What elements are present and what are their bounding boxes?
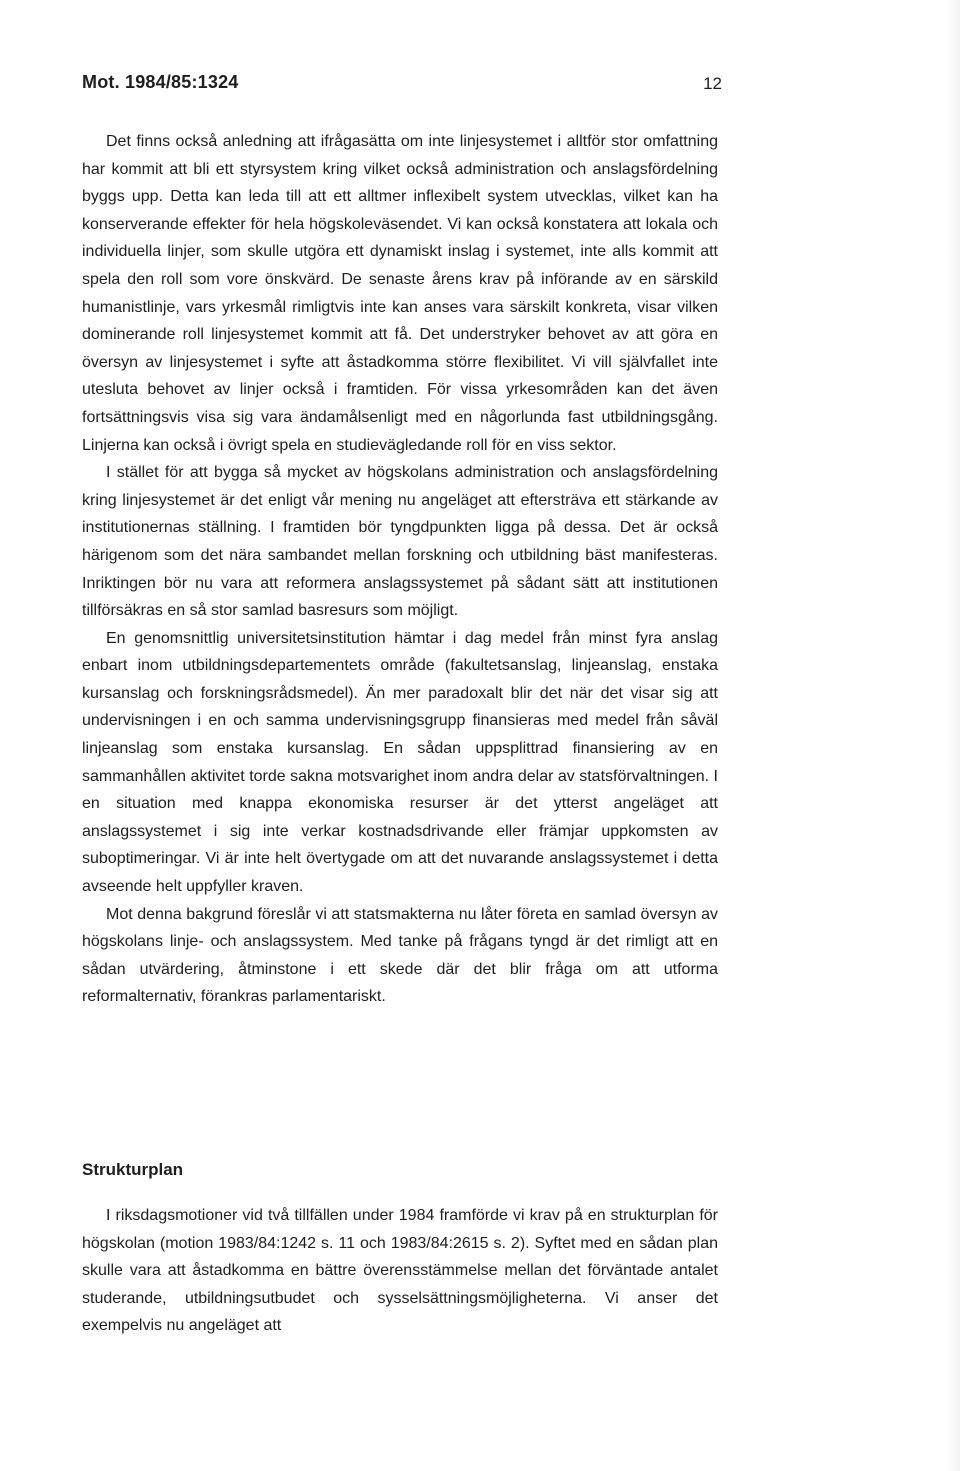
section-heading: Strukturplan xyxy=(82,1160,184,1179)
paragraph: Det finns också anledning att ifrågasätta om inte linjesystemet i alltför stor omfattning har kommit att bli ett styrsystem kring vilket också administration och anslagsfördelning byggs upp. Detta kan leda till att ett alltmer inflexibelt system utvecklas, vilket kan ha konserverande effekter för hela högskoleväsendet. Vi kan också konstatera att lokala och individuella linjer, som skulle utgöra ett dynamiskt inslag i systemet, inte alls kommit att spela den roll som vore önskvärd. De senaste årens krav på införande av en särskild humanistlinje, vars yrkesmål rimligtvis inte kan anses vara särskilt konkreta, visar vilken dominerande roll linjesystemet kommit att få. Det understryker behovet av att göra en översyn av linjesystemet i syfte att åstadkomma större flexibilitet. Vi vill självfallet inte utesluta behovet av linjer också i framtiden. För vissa yrkesområden kan det även fortsättningsvis visa sig vara ändamålsenligt med en någorlunda fast utbildningsgång. Linjerna kan också i övrigt spela en studievägledande roll för en viss sektor. xyxy=(82,133,718,454)
section-body xyxy=(82,1202,718,1340)
scan-edge xyxy=(946,0,960,1471)
body-text xyxy=(82,128,718,1011)
page-header xyxy=(82,72,722,100)
page-number: 12 xyxy=(703,74,722,93)
paragraph: I riksdagsmotioner vid två tillfällen under 1984 framförde vi krav på en strukturplan för högskolan (motion 1983/84:1242 s. 11 och 1983/84:2615 s. 2). Syftet med en sådan plan skulle vara att åstadkomma en bättre överensstämmelse mellan det förväntade antalet studerande, utbildningsutbudet och sysselsättningsmöjligheterna. Vi anser det exempelvis nu angeläget att xyxy=(82,1207,718,1335)
motion-reference: Mot. 1984/85:1324 xyxy=(82,72,239,92)
paragraph: En genomsnittlig universitetsinstitution hämtar i dag medel från minst fyra anslag enbart inom utbildningsdepartementets område (fakultetsanslag, linjeanslag, enstaka kursanslag och forskningsrådsmedel). Än mer paradoxalt blir det när det visar sig att undervisningen i en och samma undervisningsgrupp finansieras med medel från såväl linjeanslag som enstaka kursanslag. En sådan uppsplittrad finansiering av en sammanhållen aktivitet torde sakna motsvarighet inom andra delar av statsförvaltningen. I en situation med knappa ekonomiska resurser är det ytterst angeläget att anslagssystemet i sig inte verkar kostnadsdrivande eller främjar uppkomsten av suboptimeringar. Vi är inte helt övertygade om att det nuvarande anslagssystemet i detta avseende helt uppfyller kraven. xyxy=(82,629,718,896)
paragraph: Mot denna bakgrund föreslår vi att statsmakterna nu låter företa en samlad översyn av högskolans linje- och anslagssystem. Med tanke på frågans tyngd är det rimligt att en sådan utvärdering, åtminstone i ett skede där det blir fråga om att utforma reformalternativ, förankras parlamentariskt. xyxy=(82,905,718,1006)
paragraph: I stället för att bygga så mycket av högskolans administration och anslagsfördelning kring linjesystemet är det enligt vår mening nu angeläget att eftersträva ett stärkande av institutionernas ställning. I framtiden bör tyngdpunkten ligga på dessa. Det är också härigenom som det nära sambandet mellan forskning och utbildning bäst manifesteras. Inriktingen bör nu vara att reformera anslagssystemet på sådant sätt att institutionen tillförsäkras en så stor samlad basresurs som möjligt. xyxy=(82,464,718,620)
